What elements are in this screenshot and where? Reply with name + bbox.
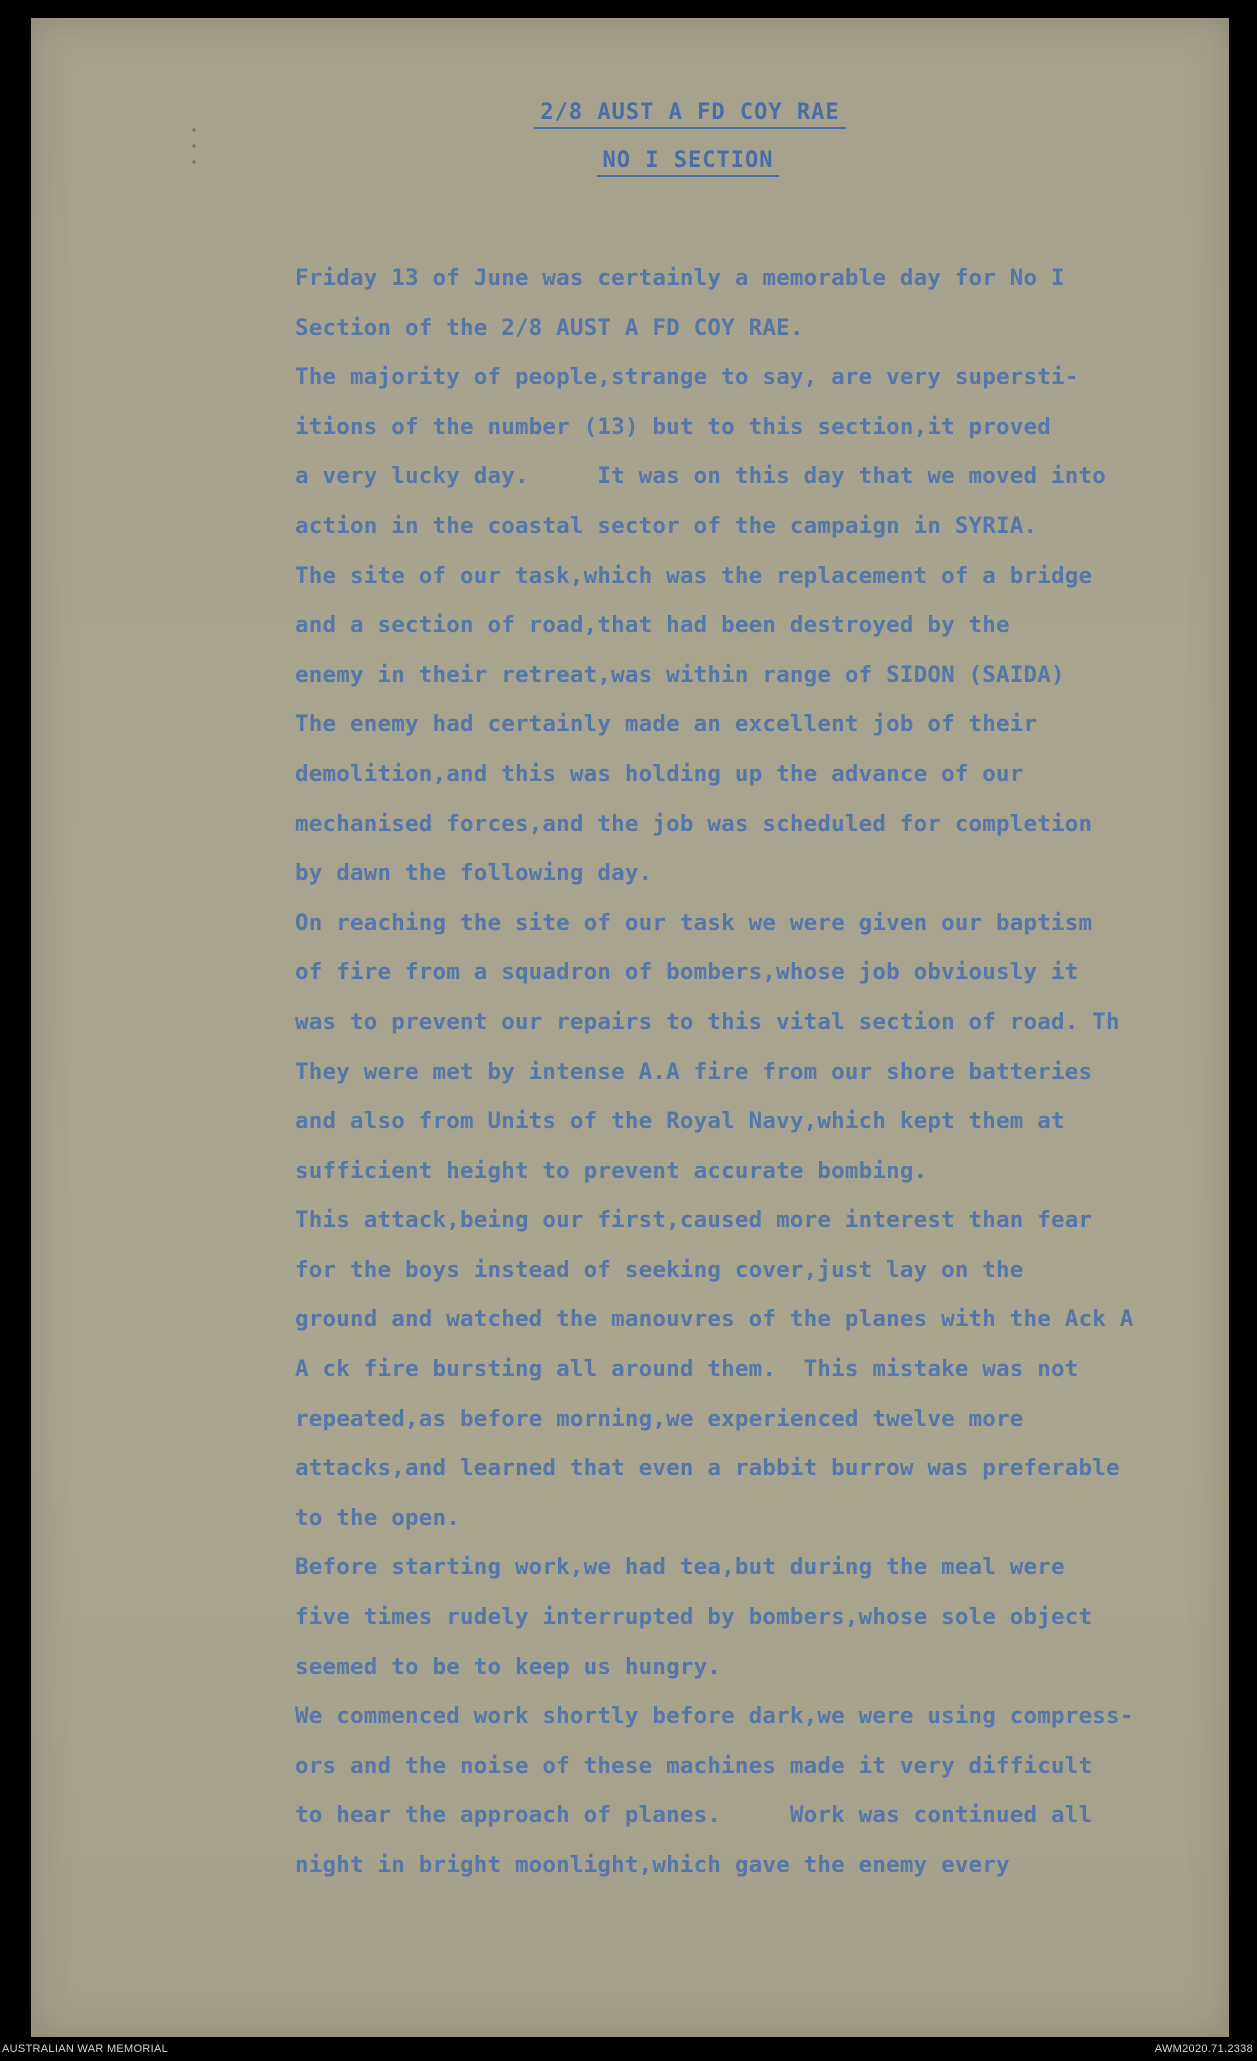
text-line: A ck fire bursting all around them. This mistake was not bbox=[295, 1356, 1079, 1383]
text-line: repeated,as before morning,we experienced twelve more bbox=[295, 1405, 1024, 1432]
text-line: This attack,being our first,caused more interest than fear bbox=[295, 1207, 1093, 1234]
text-line: and a section of road,that had been destroyed by the bbox=[295, 612, 1010, 639]
document-page bbox=[31, 18, 1229, 2037]
text-line: sufficient height to prevent accurate bombing. bbox=[295, 1157, 928, 1184]
heading-text: 2/8 AUST A FD COY RAE bbox=[534, 100, 845, 129]
text-line: by dawn the following day. bbox=[295, 860, 653, 887]
text-line: The site of our task,which was the replacement of a bridge bbox=[295, 562, 1093, 589]
text-line: seemed to be to keep us hungry. bbox=[295, 1653, 722, 1680]
text-line: a very lucky day. It was on this day that we moved into bbox=[295, 463, 1107, 490]
footer-institution: AUSTRALIAN WAR MEMORIAL bbox=[2, 2043, 169, 2055]
text-line: Friday 13 of June was certainly a memorable day for No I bbox=[295, 265, 1065, 291]
text-line: demolition,and this was holding up the advance of our bbox=[295, 760, 1024, 787]
subheading-text: NO I SECTION bbox=[597, 148, 780, 177]
text-line: mechanised forces,and the job was scheduled for completion bbox=[295, 810, 1093, 837]
text-line: The majority of people,strange to say, are very supersti- bbox=[295, 364, 1079, 391]
document-heading bbox=[31, 100, 1229, 125]
text-line: to the open. bbox=[295, 1504, 460, 1531]
text-line: itions of the number (13) but to this section,it proved bbox=[295, 413, 1052, 440]
text-line: was to prevent our repairs to this vital section of road. Th bbox=[295, 1008, 1120, 1035]
typed-body-text bbox=[295, 254, 1255, 1891]
text-line: The enemy had certainly made an excellent job of their bbox=[295, 711, 1038, 738]
text-line: They were met by intense A.A fire from our shore batteries bbox=[295, 1058, 1093, 1085]
text-line: Before starting work,we had tea,but during the meal were bbox=[295, 1554, 1065, 1581]
text-line: action in the coastal sector of the campaign in SYRIA. bbox=[295, 512, 1038, 539]
text-line: to hear the approach of planes. Work was continued all bbox=[295, 1802, 1093, 1829]
footer-accession-number: AWM2020.71.2338 bbox=[1154, 2043, 1253, 2055]
document-subheading bbox=[31, 148, 1229, 173]
text-line: ground and watched the manouvres of the planes with the Ack A bbox=[295, 1306, 1134, 1333]
text-line: enemy in their retreat,was within range of SIDON (SAIDA) bbox=[295, 661, 1065, 688]
text-line: of fire from a squadron of bombers,whose job obviously it bbox=[295, 959, 1079, 986]
text-line: night in bright moonlight,which gave the enemy every bbox=[295, 1852, 1010, 1878]
text-line: five times rudely interrupted by bombers,whose sole object bbox=[295, 1604, 1093, 1631]
text-line: and also from Units of the Royal Navy,which kept them at bbox=[295, 1108, 1065, 1135]
text-line: for the boys instead of seeking cover,just lay on the bbox=[295, 1256, 1024, 1283]
text-line: attacks,and learned that even a rabbit burrow was preferable bbox=[295, 1455, 1120, 1482]
text-line: We commenced work shortly before dark,we were using compress- bbox=[295, 1703, 1134, 1730]
text-line: ors and the noise of these machines made it very difficult bbox=[295, 1752, 1093, 1779]
text-line: On reaching the site of our task we were given our baptism bbox=[295, 909, 1093, 936]
text-line: Section of the 2/8 AUST A FD COY RAE. bbox=[295, 314, 804, 341]
